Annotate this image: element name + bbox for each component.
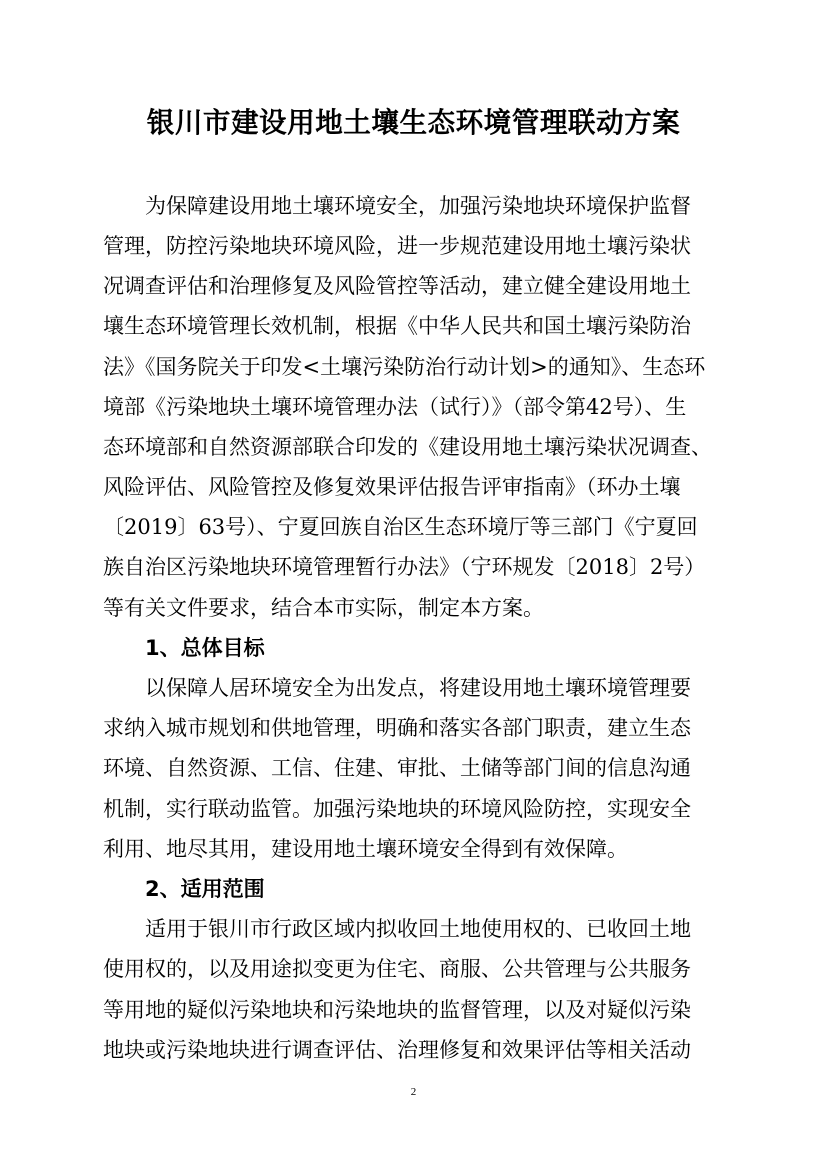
intro-line: 境部《污染地块土壤环境管理办法（试行）》（部令第42号）、生 <box>103 395 687 419</box>
intro-line: 法》《国务院关于印发<土壤污染防治行动计划>的通知》、生态环 <box>103 355 706 379</box>
intro-line: 况调查评估和治理修复及风险管控等活动，建立健全建设用地土 <box>103 274 691 298</box>
section2-line: 适用于银川市行政区域内拟收回土地使用权的、已收回土地 <box>145 917 691 941</box>
page-number: 2 <box>410 1086 417 1098</box>
intro-line: 管理，防控污染地块环境风险，进一步规范建设用地土壤污染状 <box>103 234 691 258</box>
section1-line: 求纳入城市规划和供地管理，明确和落实各部门职责，建立生态 <box>103 716 691 740</box>
intro-line: 壤生态环境管理长效机制，根据《中华人民共和国土壤污染防治 <box>103 314 691 338</box>
intro-line: 族自治区污染地块环境管理暂行办法》（宁环规发〔2018〕2号） <box>103 555 706 579</box>
section2-line: 地块或污染地块进行调查评估、治理修复和效果评估等相关活动 <box>103 1038 691 1062</box>
intro-line: 为保障建设用地土壤环境安全，加强污染地块环境保护监督 <box>145 194 691 218</box>
intro-line: 〔2019〕63号）、宁夏回族自治区生态环境厅等三部门《宁夏回 <box>103 515 698 539</box>
section2-line: 使用权的，以及用途拟变更为住宅、商服、公共管理与公共服务 <box>103 957 691 981</box>
section1-line: 环境、自然资源、工信、住建、审批、土储等部门间的信息沟通 <box>103 756 691 780</box>
document-title: 银川市建设用地土壤生态环境管理联动方案 <box>146 106 681 139</box>
section1-line: 利用、地尽其用，建设用地土壤环境安全得到有效保障。 <box>103 837 628 861</box>
intro-line: 等有关文件要求，结合本市实际，制定本方案。 <box>103 596 544 620</box>
section-heading-scope: 2、适用范围 <box>145 877 265 901</box>
section1-line: 机制，实行联动监管。加强污染地块的环境风险防控，实现安全 <box>103 797 691 821</box>
section2-line: 等用地的疑似污染地块和污染地块的监督管理，以及对疑似污染 <box>103 998 691 1022</box>
intro-line: 态环境部和自然资源部联合印发的《建设用地土壤污染状况调查、 <box>103 435 712 459</box>
section1-line: 以保障人居环境安全为出发点，将建设用地土壤环境管理要 <box>145 676 691 700</box>
section-heading-overall-goal: 1、总体目标 <box>145 636 265 660</box>
intro-line: 风险评估、风险管控及修复效果评估报告评审指南》（环办土壤 <box>103 475 681 499</box>
